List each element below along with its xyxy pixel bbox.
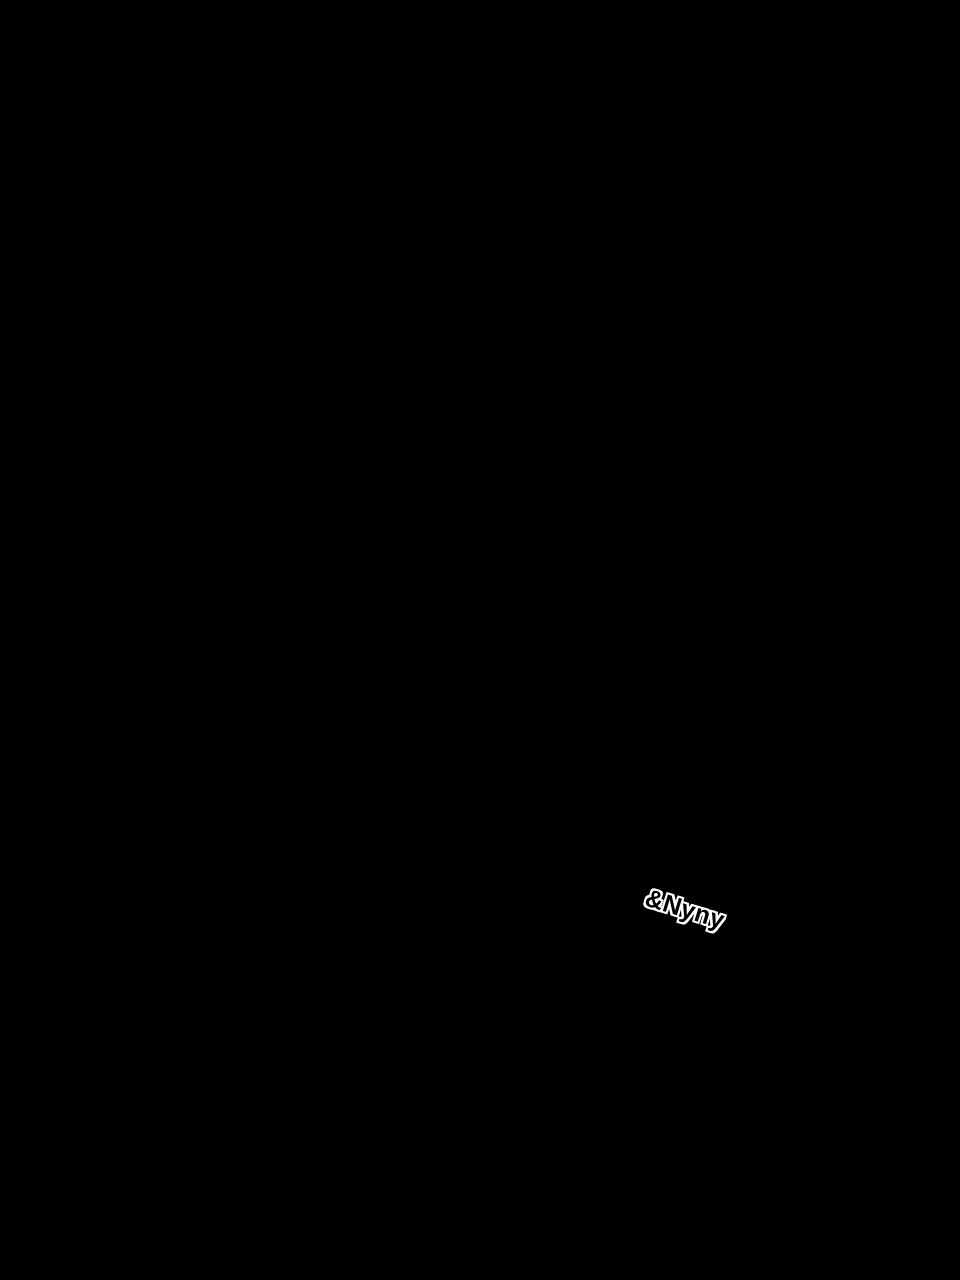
watermark-text: &Nyny: [641, 884, 729, 935]
